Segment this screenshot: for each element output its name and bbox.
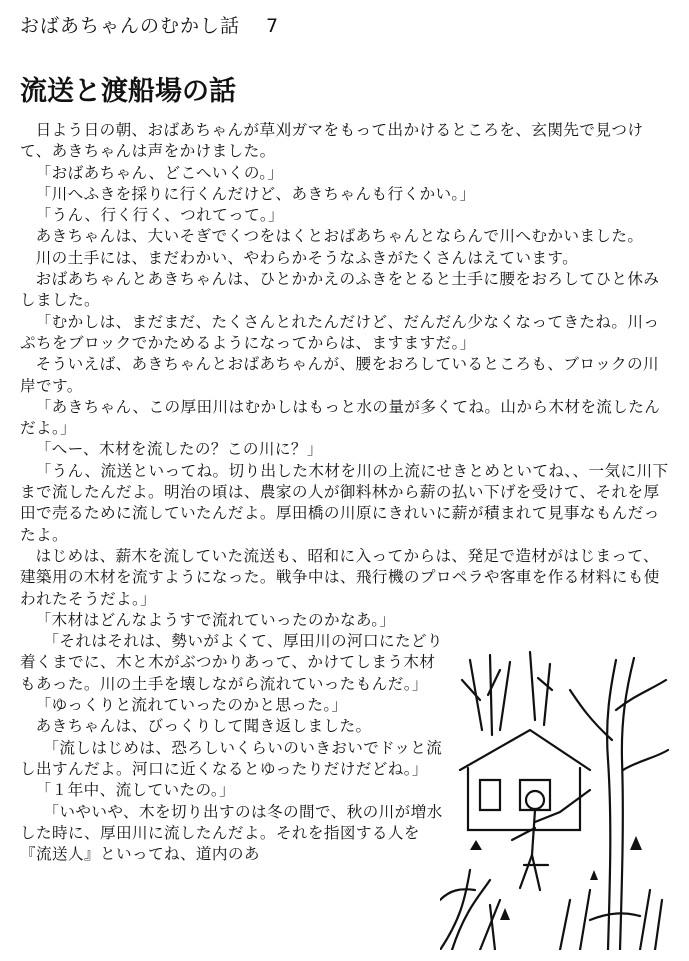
page-title: 流送と渡船場の話 (20, 76, 236, 108)
paragraph: 日よう日の朝、おばあちゃんが草刈ガマをもって出かけるところを、玄関先で見つけて、あきちゃんは声をかけました。 (20, 121, 644, 161)
text-beside-illustration (20, 631, 445, 865)
series-title: おばあちゃんのむかし話 (20, 15, 241, 37)
paragraph: 「あきちゃん、この厚田川はむかしはもっと水の量が多くてね。山から木材を流したんだよ。」 (20, 397, 661, 438)
paragraph: 「流しはじめは、恐ろしいくらいのいきおいでドッと流し出すんだよ。河口に近くなるとゆったりだけだどね。」 (20, 738, 443, 778)
paragraph: 「おばあちゃん、どこへいくの。」 (35, 163, 284, 182)
paragraph: 川の土手には、まだわかい、やわらかそうなふきがたくさんはえています。 (35, 248, 579, 267)
paragraph: 「むかしは、まだまだ、たくさんとれたんだけど、だんだん少なくなってきたね。川っぷちをブロックでかためるようになってからは、ますますだ。」 (20, 312, 660, 352)
paragraph: あきちゃんは、大いそぎでくつをはくとおばあちゃんとならんで川へむかいました。 (35, 227, 644, 246)
paragraph: 「うん、流送といってね。切り出した木材を川の上流にせきとめといてね、、一気に川下まで流したんだよ。明治の頃は、農家の人が御料林から薪の払い下げを受けて、それを厚田で売るために流していたんだよ。厚田橋の川原にきれいに薪が積まれて見事なもんだったよ。 (20, 461, 669, 544)
paragraph: 「うん、行く行く、つれてって。」 (35, 206, 285, 225)
paragraph: はじめは、薪木を流していた流送も、昭和に入ってからは、発足で造材がはじまって、建築用の木材を流すようになった。戦争中は、飛行機のプロペラや客車を作る材料にも使われたそうだよ。」 (20, 546, 660, 608)
paragraph: そういえば、あきちゃんとおばあちゃんが、腰をおろしているところも、ブロックの川岸です。 (20, 355, 660, 395)
paragraph: 「木材はどんなようすで流れていったのかなあ。」 (35, 610, 396, 629)
paragraph: おばあちゃんとあきちゃんは、ひとかかえのふきをとると土手に腰をおろしてひと休みしました。 (20, 270, 660, 310)
paragraph: あきちゃんは、びっくりして聞き返しました。 (35, 717, 372, 736)
paragraph: 「１年中、流していたの。」 (35, 781, 236, 800)
paragraph: 「いやいや、木を切り出すのは冬の間で、秋の川が増水した時に、厚田川に流したんだよ。それを指図する人を『流送人』といってね、道内のあ (20, 802, 443, 864)
series-number: 7 (266, 15, 280, 37)
paragraph: 「へー、木材を流したの？この川に？」 (35, 440, 323, 459)
paragraph: 「ゆっくりと流れていったのかと思った。」 (35, 696, 348, 715)
woodblock-illustration-icon (440, 650, 670, 950)
series-header (20, 14, 279, 38)
paragraph: 「それはそれは、勢いがよくて、厚田川の河口にたどり着くまでに、木と木がぶつかりあって、かけてしまう木材もあった。川の土手を壊しながら流れていったもんだ。」 (20, 632, 443, 693)
paragraph: 「川へふきを採りに行くんだけど、あきちゃんも行くかい。」 (35, 184, 476, 203)
